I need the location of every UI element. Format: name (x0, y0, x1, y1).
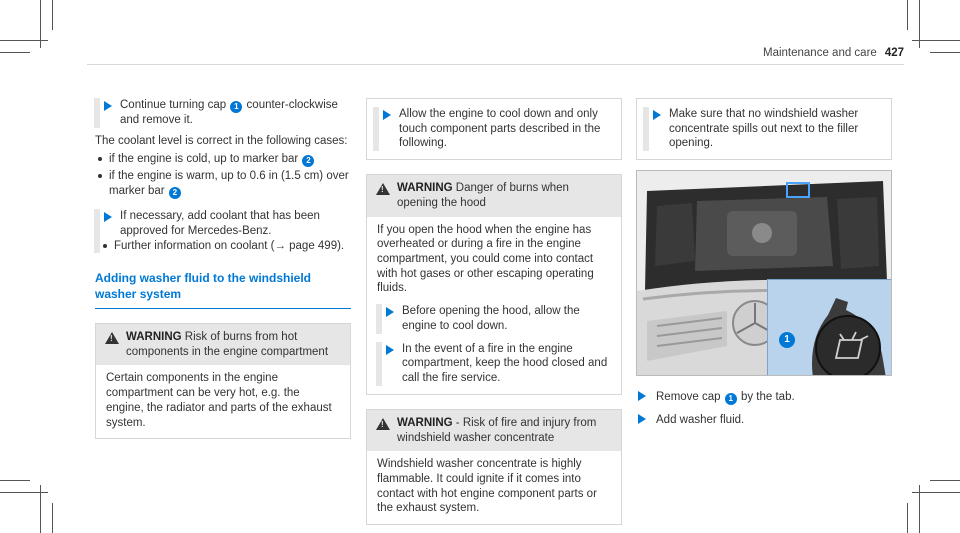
crop-mark (0, 492, 48, 493)
column-3 (636, 98, 892, 434)
warning-triangle-icon (376, 418, 390, 430)
marker-2: 2 (302, 155, 314, 167)
warning-body: If you open the hood when the engine has overheated or during a fire in the engine compartment, you could come into contact with hot gases or other escaping operating fluids. (377, 223, 594, 295)
warning-label: WARNING (126, 331, 182, 344)
list-item: if the engine is warm, up to 0.6 in (1.5 cm) over marker bar 2 (95, 169, 351, 199)
crop-mark (907, 503, 908, 533)
section-name: Maintenance and care (763, 47, 877, 59)
figure-marker-1: 1 (779, 332, 795, 348)
crop-mark (0, 480, 30, 481)
step-arrow-icon (638, 414, 646, 424)
warning-title: - Risk of fire and injury from windshield washer concentrate (397, 416, 597, 444)
step-no-spill: Make sure that no windshield washer concentrate spills out next to the filler opening. (643, 107, 881, 151)
step-box (366, 98, 622, 160)
crop-mark (912, 40, 960, 41)
crop-mark (912, 492, 960, 493)
coolant-page-link[interactable]: Further information on coolant (→ page 499). (114, 239, 345, 252)
page-number: 427 (884, 47, 904, 59)
step-fire-event: In the event of a fire in the engine compartment, keep the hood closed and call the fire service. (376, 342, 611, 386)
crop-mark (930, 480, 960, 481)
crop-mark (0, 52, 30, 53)
step-remove-cap: Remove cap 1 by the tab. (636, 390, 892, 405)
step-arrow-icon (638, 391, 646, 401)
warning-triangle-icon (105, 332, 119, 344)
warning-header (96, 324, 350, 365)
warning-triangle-icon (376, 183, 390, 195)
step-before-opening: Before opening the hood, allow the engine to cool down. (376, 304, 611, 333)
marker-1: 1 (230, 101, 242, 113)
step-box (636, 98, 892, 160)
step-add-washer-fluid: Add washer fluid. (636, 413, 892, 428)
step-arrow-icon (653, 110, 661, 120)
marker-2: 2 (169, 187, 181, 199)
crop-mark (52, 0, 53, 30)
crop-mark (907, 0, 908, 30)
step-arrow-icon (383, 110, 391, 120)
engine-bay-figure (636, 170, 892, 376)
column-1 (95, 98, 351, 453)
crop-mark (930, 52, 960, 53)
warning-header (367, 175, 621, 216)
warning-header (367, 410, 621, 451)
washer-cap-inset (767, 279, 892, 376)
washer-cap-illustration (768, 280, 892, 376)
marker-1: 1 (725, 393, 737, 405)
warning-body: Certain components in the engine compartment can be very hot, e.g. the engine, the radiator and parts of the exhaust system. (106, 372, 332, 429)
step-arrow-icon (386, 307, 394, 317)
warning-label: WARNING (397, 416, 453, 429)
warning-box (366, 409, 622, 525)
step-arrow-icon (104, 101, 112, 111)
header-rule (87, 64, 904, 65)
step-arrow-icon (104, 212, 112, 222)
section-title: Adding washer fluid to the windshield washer system (95, 271, 351, 309)
step-continue-turning: Continue turning cap 1 counter-clockwise and remove it. (94, 98, 351, 128)
list-item (100, 239, 351, 254)
page-header (763, 46, 904, 61)
warning-box (95, 323, 351, 439)
step-allow-cool: Allow the engine to cool down and only touch component parts described in the following. (373, 107, 611, 151)
warning-title: Danger of burns when opening the hood (397, 182, 569, 209)
column-2 (366, 98, 622, 533)
step-add-coolant: If necessary, add coolant that has been approved for Mercedes-Benz. Further information on coolant (→ page 499). (94, 209, 351, 253)
coolant-intro: The coolant level is correct in the following cases: (95, 134, 348, 147)
crop-mark (0, 40, 48, 41)
crop-mark (52, 503, 53, 533)
list-item: if the engine is cold, up to marker bar 2 (95, 152, 351, 167)
step-arrow-icon (386, 345, 394, 355)
warning-title: Risk of burns from hot components in the engine compartment (126, 331, 329, 358)
warning-label: WARNING (397, 182, 453, 195)
warning-box (366, 174, 622, 395)
warning-body: Windshield washer concentrate is highly flammable. It could ignite if it comes into contact with hot engine component parts or the exhaust system. (377, 458, 597, 515)
